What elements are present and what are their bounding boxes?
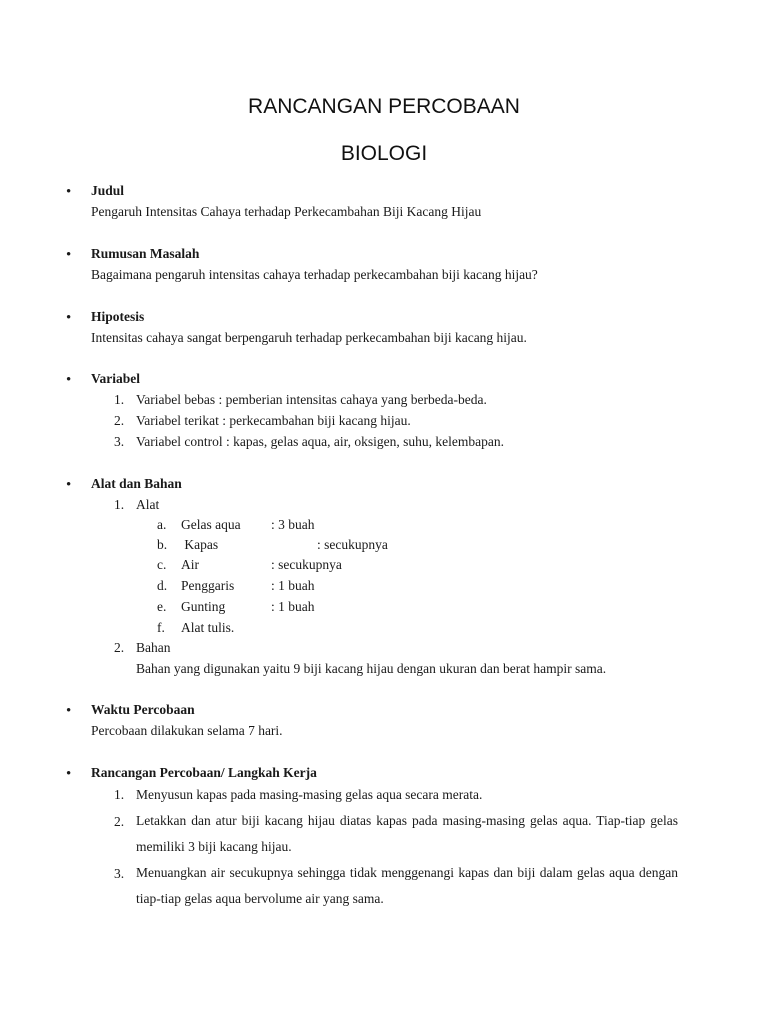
sublist-letter: a. (157, 517, 167, 532)
list-number: 1. (114, 392, 125, 407)
list-number: 3. (114, 434, 125, 449)
bullet-marker: • (66, 766, 72, 782)
tool-quantity: : secukupnya (271, 557, 342, 572)
list-number: 2. (114, 413, 125, 428)
tool-name: Gunting (181, 599, 226, 614)
tool-quantity: : secukupnya (317, 537, 388, 552)
bullet-marker: • (66, 703, 72, 719)
step-item: Letakkan dan atur biji kacang hijau diatas kapas pada masing-masing gelas aqua. Tiap-tiap gelas memiliki 3 biji kacang hijau. (136, 813, 678, 854)
list-number: 3. (114, 866, 125, 881)
sublist-letter: d. (157, 578, 168, 593)
section-heading-judul: Judul (91, 183, 125, 198)
sublist-letter: c. (157, 557, 167, 572)
tool-name: Alat tulis. (181, 620, 235, 635)
section-text-rumusan: Bagaimana pengaruh intensitas cahaya terhadap perkecambahan biji kacang hijau? (91, 267, 538, 282)
sublist-letter: b. (157, 537, 168, 552)
bahan-description: Bahan yang digunakan yaitu 9 biji kacang hijau dengan ukuran dan berat hampir sama. (136, 661, 607, 676)
tool-name: Penggaris (181, 578, 235, 593)
list-item-bahan: Bahan (136, 640, 171, 655)
bullet-marker: • (66, 372, 72, 388)
list-number: 1. (114, 497, 125, 512)
tool-name: Gelas aqua (181, 517, 241, 532)
sublist-letter: f. (157, 620, 165, 635)
list-item: Variabel control : kapas, gelas aqua, air, oksigen, suhu, kelembapan. (136, 434, 504, 449)
bullet-marker: • (66, 477, 72, 493)
bullet-marker: • (66, 247, 72, 263)
document-title: RANCANGAN PERCOBAAN (248, 95, 520, 118)
tool-name: Kapas (181, 537, 219, 552)
list-number: 1. (114, 787, 125, 802)
section-heading-rancangan: Rancangan Percobaan/ Langkah Kerja (91, 765, 317, 780)
tool-quantity: : 1 buah (271, 578, 315, 593)
section-text-hipotesis: Intensitas cahaya sangat berpengaruh terhadap perkecambahan biji kacang hijau. (91, 330, 527, 345)
bullet-marker: • (66, 184, 72, 200)
step-item: Menyusun kapas pada masing-masing gelas aqua secara merata. (136, 787, 483, 802)
bullet-marker: • (66, 310, 72, 326)
section-heading-rumusan: Rumusan Masalah (91, 246, 200, 261)
list-item: Variabel terikat : perkecambahan biji kacang hijau. (136, 413, 411, 428)
list-number: 2. (114, 814, 125, 829)
section-text-judul: Pengaruh Intensitas Cahaya terhadap Perkecambahan Biji Kacang Hijau (91, 204, 482, 219)
section-heading-waktu: Waktu Percobaan (91, 702, 195, 717)
list-number: 2. (114, 640, 125, 655)
section-heading-alat-bahan: Alat dan Bahan (91, 476, 182, 491)
step-item: Menuangkan air secukupnya sehingga tidak menggenangi kapas dan biji dalam gelas aqua dengan tiap-tiap gelas aqua bervolume air yang sama. (136, 865, 678, 906)
section-heading-hipotesis: Hipotesis (91, 309, 145, 324)
sublist-letter: e. (157, 599, 167, 614)
list-item-alat: Alat (136, 497, 160, 512)
section-heading-variabel: Variabel (91, 371, 141, 386)
tool-name: Air (181, 557, 199, 572)
document-subtitle: BIOLOGI (340, 142, 428, 165)
list-item: Variabel bebas : pemberian intensitas cahaya yang berbeda-beda. (136, 392, 487, 407)
section-text-waktu: Percobaan dilakukan selama 7 hari. (91, 723, 283, 738)
tool-quantity: : 1 buah (271, 599, 315, 614)
tool-quantity: : 3 buah (271, 517, 315, 532)
